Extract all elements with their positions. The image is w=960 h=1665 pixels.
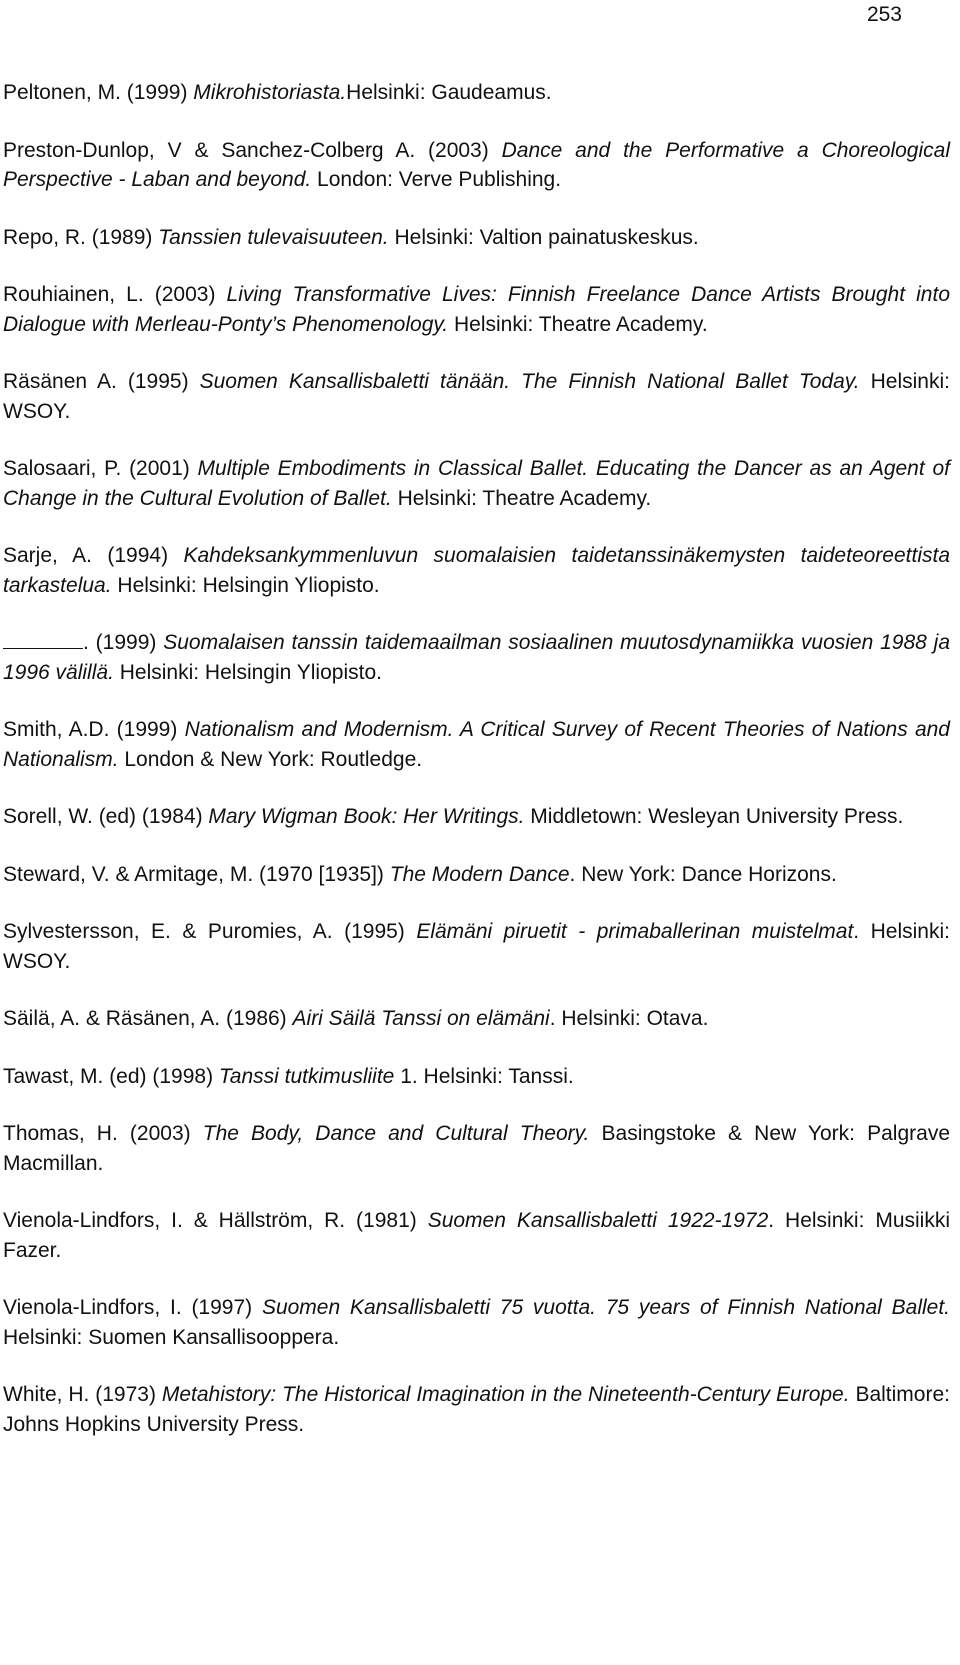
- entry-publisher: Helsinki: Gaudeamus.: [346, 81, 552, 104]
- entry-title: Airi Säilä Tanssi on elämäni: [292, 1007, 550, 1030]
- entry-title: Elämäni piruetit - primaballerinan muistelmat: [416, 920, 854, 943]
- entry-author-year: Preston-Dunlop, V & Sanchez-Colberg A. (2003): [3, 138, 502, 162]
- bibliography-entry: [3, 280, 950, 339]
- bibliography-entry: [3, 223, 950, 253]
- entry-title: Mary Wigman Book: Her Writings.: [208, 805, 525, 828]
- entry-publisher: London: Verve Publishing.: [311, 168, 562, 191]
- entry-publisher: Helsinki: Helsingin Yliopisto.: [113, 660, 382, 684]
- entry-author-year: Rouhiainen, L. (2003): [3, 283, 227, 306]
- entry-author-year: Säilä, A. & Räsänen, A. (1986): [3, 1007, 293, 1030]
- bibliography-entry: [3, 715, 950, 774]
- entry-publisher: . Helsinki: Otava.: [549, 1007, 709, 1030]
- bibliography-entry: [3, 1062, 950, 1092]
- entry-title: Suomalaisen tanssin taidemaailman sosiaalinen muutosdynamiikka vuosien 1988 ja 1996 välillä.: [3, 631, 950, 684]
- entry-publisher: Basingstoke & New York: Palgrave Macmillan.: [3, 1122, 950, 1175]
- entry-title: Suomen Kansallisbaletti tänään. The Finnish National Ballet Today.: [199, 370, 860, 393]
- bibliography-entry: [3, 1293, 950, 1352]
- entry-publisher: 1. Helsinki: Tanssi.: [394, 1064, 574, 1088]
- entry-publisher: Middletown: Wesleyan University Press.: [524, 805, 904, 828]
- entry-title: Nationalism and Modernism. A Critical Survey of Recent Theories of Nations and Nationalism.: [3, 718, 950, 771]
- entry-title: Suomen Kansallisbaletti 75 vuotta. 75 years of Finnish National Ballet.: [261, 1296, 950, 1319]
- entry-author-year: Repo, R. (1989): [3, 225, 159, 249]
- bibliography-entry: [3, 917, 950, 976]
- entry-publisher: London & New York: Routledge.: [118, 747, 423, 771]
- entry-title: The Modern Dance: [389, 862, 570, 886]
- bibliography-entry: [3, 860, 950, 890]
- bibliography-entry: [3, 78, 950, 108]
- entry-publisher: Baltimore: Johns Hopkins University Press.: [3, 1383, 950, 1436]
- entry-title: The Body, Dance and Cultural Theory.: [202, 1122, 590, 1145]
- entry-author-year: Steward, V. & Armitage, M. (1970 [1935]): [3, 862, 390, 886]
- bibliography-entry: [3, 1119, 950, 1178]
- entry-publisher: Helsinki: Theatre Academy.: [448, 312, 708, 336]
- entry-publisher: Helsinki: Helsingin Yliopisto.: [111, 573, 380, 597]
- entry-title: Mikrohistoriasta.: [193, 81, 347, 104]
- entry-author-year: Peltonen, M. (1999): [3, 81, 194, 104]
- bibliography-entry: [3, 1380, 950, 1439]
- entry-title: Multiple Embodiments in Classical Ballet. Educating the Dancer as an Agent of Change in the Cultural Evolution of Ballet.: [3, 457, 950, 510]
- entry-author-year: . (1999): [83, 631, 164, 654]
- entry-title: Tanssien tulevaisuuteen.: [158, 225, 389, 249]
- entry-title: Living Transformative Lives: Finnish Freelance Dance Artists Brought into Dialogue with Merleau-Ponty’s Phenomenology.: [3, 283, 950, 336]
- entry-author-year: Vienola-Lindfors, I. & Hällström, R. (1981): [3, 1209, 428, 1232]
- entry-author-year: Thomas, H. (2003): [3, 1122, 203, 1145]
- entry-title: Metahistory: The Historical Imagination in the Nineteenth-Century Europe.: [161, 1383, 850, 1406]
- entry-publisher: . Helsinki: WSOY.: [3, 920, 950, 973]
- entry-title: Kahdeksankymmenluvun suomalaisien taidetanssinäkemysten taideteoreettista tarkastelua.: [3, 544, 950, 597]
- entry-author-year: Salosaari, P. (2001): [3, 457, 198, 480]
- entry-publisher: Helsinki: WSOY.: [3, 370, 950, 423]
- bibliography-entry: [3, 802, 950, 832]
- entry-author-year: White, H. (1973): [3, 1383, 162, 1406]
- entry-author-year: Sorell, W. (ed) (1984): [3, 805, 209, 828]
- bibliography-entry: [3, 367, 950, 426]
- entry-author-year: Smith, A.D. (1999): [3, 718, 185, 741]
- entry-author-year: Sarje, A. (1994): [3, 544, 184, 567]
- entry-author-year: Räsänen A. (1995): [3, 370, 200, 393]
- bibliography-entry: [3, 628, 950, 687]
- entry-author-year: Sylvestersson, E. & Puromies, A. (1995): [3, 920, 417, 943]
- entry-title: Suomen Kansallisbaletti 1922-1972: [427, 1209, 769, 1232]
- entry-publisher: . New York: Dance Horizons.: [569, 862, 837, 886]
- entry-publisher: Helsinki: Suomen Kansallisooppera.: [3, 1325, 340, 1349]
- bibliography-list: [3, 78, 950, 1467]
- entry-title: Tanssi tutkimusliite: [218, 1064, 395, 1088]
- same-author-rule: [3, 630, 83, 649]
- bibliography-entry: [3, 136, 950, 195]
- bibliography-entry: [3, 454, 950, 513]
- entry-author-year: Tawast, M. (ed) (1998): [3, 1064, 219, 1088]
- bibliography-entry: [3, 1004, 950, 1034]
- bibliography-entry: [3, 541, 950, 600]
- bibliography-entry: [3, 1206, 950, 1265]
- entry-publisher: Helsinki: Valtion painatuskeskus.: [388, 225, 699, 249]
- entry-author-year: Vienola-Lindfors, I. (1997): [3, 1296, 262, 1319]
- entry-publisher: . Helsinki: Musiikki Fazer.: [3, 1209, 950, 1262]
- entry-title: Dance and the Performative a Choreological Perspective - Laban and beyond.: [3, 138, 950, 191]
- entry-publisher: Helsinki: Theatre Academy.: [391, 486, 652, 510]
- page-number: 253: [866, 3, 902, 26]
